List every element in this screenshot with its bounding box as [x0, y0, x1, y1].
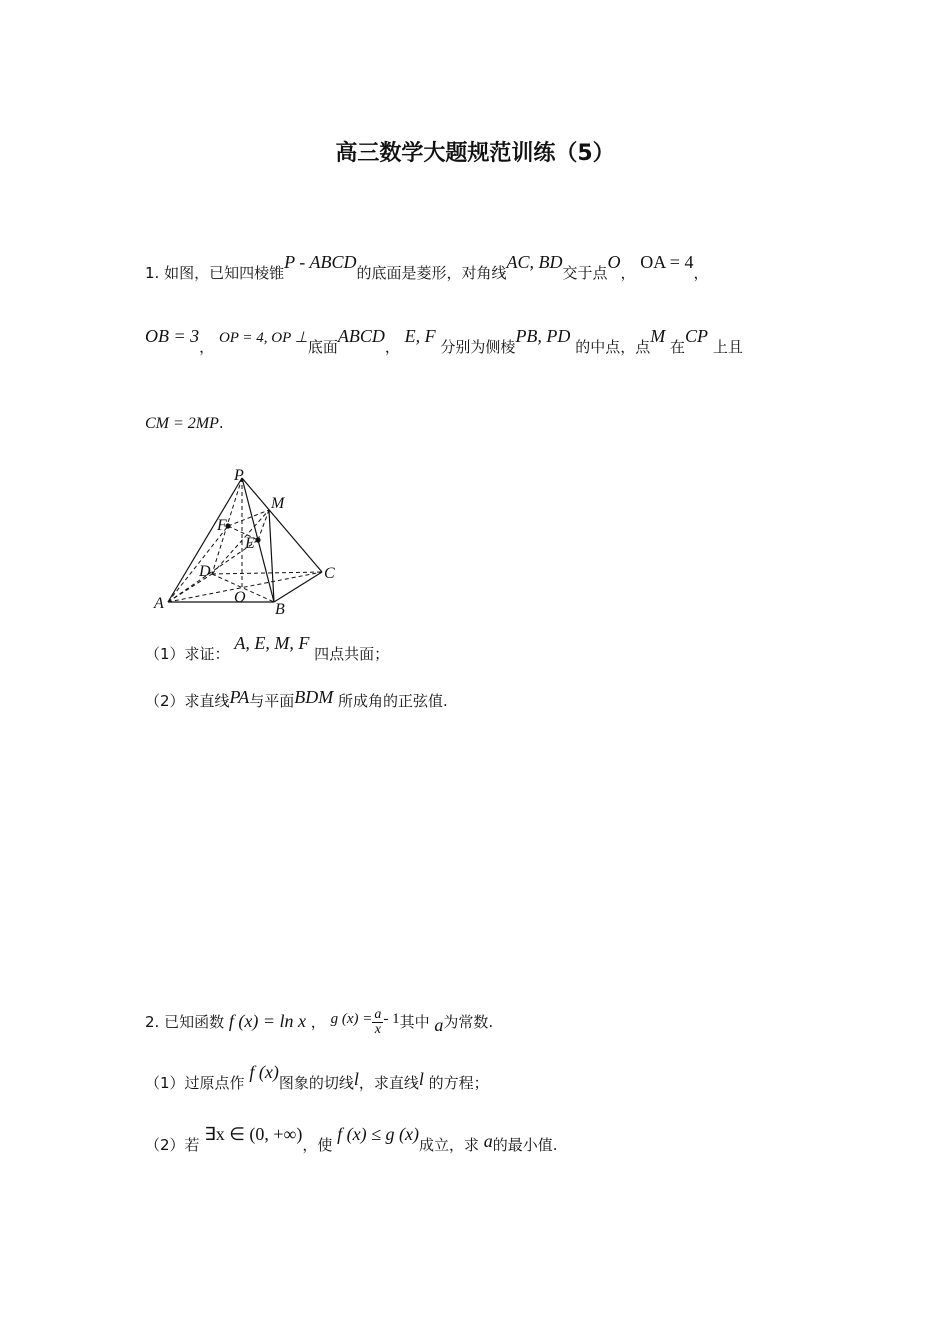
- q1-sub2: [145, 687, 448, 711]
- q2-sub2-text: ，使: [302, 1136, 333, 1154]
- q2-math-f-def: f (x) = ln x: [228, 1011, 307, 1031]
- q1-number: 1.: [145, 264, 160, 282]
- point-e: [255, 537, 260, 542]
- q1-line-3: [145, 414, 224, 433]
- label-d: D: [199, 563, 211, 580]
- q2-math-g-left: g (x) =: [330, 1011, 373, 1027]
- q1-math-cm: CM = 2MP: [145, 415, 219, 432]
- q1-math-point-o: O: [607, 252, 621, 272]
- q2-sub2-text: 成立，求: [419, 1136, 480, 1154]
- q1-text: 在: [670, 338, 686, 356]
- q1-text: 的底面是菱形，对角线: [356, 264, 507, 282]
- q1-math-op: OP = 4, OP ⊥: [218, 330, 308, 346]
- q1-math-edges: PB, PD: [515, 326, 571, 346]
- q2-sub2-math-ineq: f (x) ≤ g (x): [337, 1124, 419, 1144]
- q2-text: ，: [310, 1013, 326, 1031]
- q1-line-1: [145, 252, 709, 283]
- label-o: O: [234, 589, 246, 606]
- q2-sub2-text: 的最小值.: [492, 1136, 558, 1154]
- q2-math-g-right: - 1: [383, 1011, 400, 1027]
- q1-text: .: [218, 414, 224, 432]
- segment-fm: [228, 510, 269, 526]
- q1-text: 的中点，点: [575, 338, 651, 356]
- q2-sub2: [145, 1124, 558, 1155]
- edge-bc: [274, 572, 322, 602]
- q1-math-m: M: [650, 326, 666, 346]
- q1-text: ，: [693, 264, 709, 282]
- q2-math-g-fraction: [372, 1008, 383, 1037]
- q2-sub2-math-a: a: [483, 1131, 493, 1151]
- q2-sub1-math-l2: l: [418, 1069, 424, 1089]
- q2-sub1-text: ，求直线: [358, 1074, 419, 1092]
- q1-line-2: [145, 326, 743, 357]
- q2-sub1-math-f: f (x): [249, 1062, 279, 1082]
- q1-sub1-label: （1）求证：: [145, 645, 230, 663]
- label-a: A: [154, 595, 164, 612]
- q1-math-cp: CP: [685, 326, 709, 346]
- q1-text: 交于点: [562, 264, 608, 282]
- q1-text: ，: [199, 338, 215, 356]
- q1-sub1-text: 四点共面；: [314, 645, 390, 663]
- q1-math-ef: E, F: [404, 326, 436, 346]
- q2-sub2-label: （2）若: [145, 1136, 200, 1154]
- q1-sub2-text: 与平面: [249, 692, 295, 710]
- q2-sub1-label: （1）过原点作: [145, 1074, 245, 1092]
- q1-text: ，: [620, 264, 636, 282]
- q2-fraction-denominator: x: [374, 1022, 381, 1037]
- label-b: B: [275, 601, 285, 618]
- q2-sub1-text: 图象的切线: [278, 1074, 354, 1092]
- q1-sub2-label: （2）求直线: [145, 692, 230, 710]
- q1-math-ob: OB = 3: [145, 326, 200, 346]
- q2-sub2-math-exists: ∃x ∈ (0, +∞): [204, 1124, 303, 1144]
- q2-fraction-numerator: a: [374, 1007, 382, 1022]
- q1-math-pyramid: P - ABCD: [284, 252, 357, 272]
- segment-af: [168, 526, 228, 602]
- q1-sub1-math: A, E, M, F: [234, 633, 310, 653]
- q1-math-oa: OA = 4: [640, 252, 694, 272]
- q1-math-base: ABCD: [337, 326, 385, 346]
- q1-sub2-math-bdm: BDM: [294, 687, 334, 707]
- q2-sub1-math-l: l: [353, 1069, 359, 1089]
- q2-text: 已知函数: [164, 1013, 225, 1031]
- q1-sub2-text: 所成角的正弦值.: [338, 692, 448, 710]
- label-p: P: [234, 467, 244, 484]
- q1-text: 如图，已知四棱锥: [164, 264, 285, 282]
- q2-sub1: [145, 1062, 489, 1093]
- q1-text: 底面: [307, 338, 338, 356]
- segment-bm: [269, 510, 274, 602]
- q2-sub1-text: 的方程；: [428, 1074, 489, 1092]
- edge-pa: [168, 478, 242, 602]
- q2-number: 2.: [145, 1013, 160, 1031]
- pyramid-figure: [150, 462, 350, 622]
- q1-math-diagonals: AC, BD: [506, 252, 563, 272]
- page-title: 高三数学大题规范训练（5）: [335, 141, 615, 166]
- q2-text: 为常数.: [443, 1013, 494, 1031]
- q1-sub2-math-pa: PA: [229, 687, 250, 707]
- q1-text: 分别为侧棱: [440, 338, 516, 356]
- q1-text: 上且: [712, 338, 743, 356]
- label-c: C: [324, 565, 335, 582]
- label-m: M: [271, 495, 285, 512]
- q2-text: 其中: [399, 1013, 430, 1031]
- q1-text: ，: [384, 338, 400, 356]
- q2-math-a: a: [434, 1015, 444, 1035]
- label-f: F: [217, 517, 227, 534]
- label-e: E: [245, 535, 255, 552]
- segment-em: [258, 510, 269, 540]
- q1-sub1: [145, 633, 390, 664]
- q2-line-1: [145, 1008, 493, 1037]
